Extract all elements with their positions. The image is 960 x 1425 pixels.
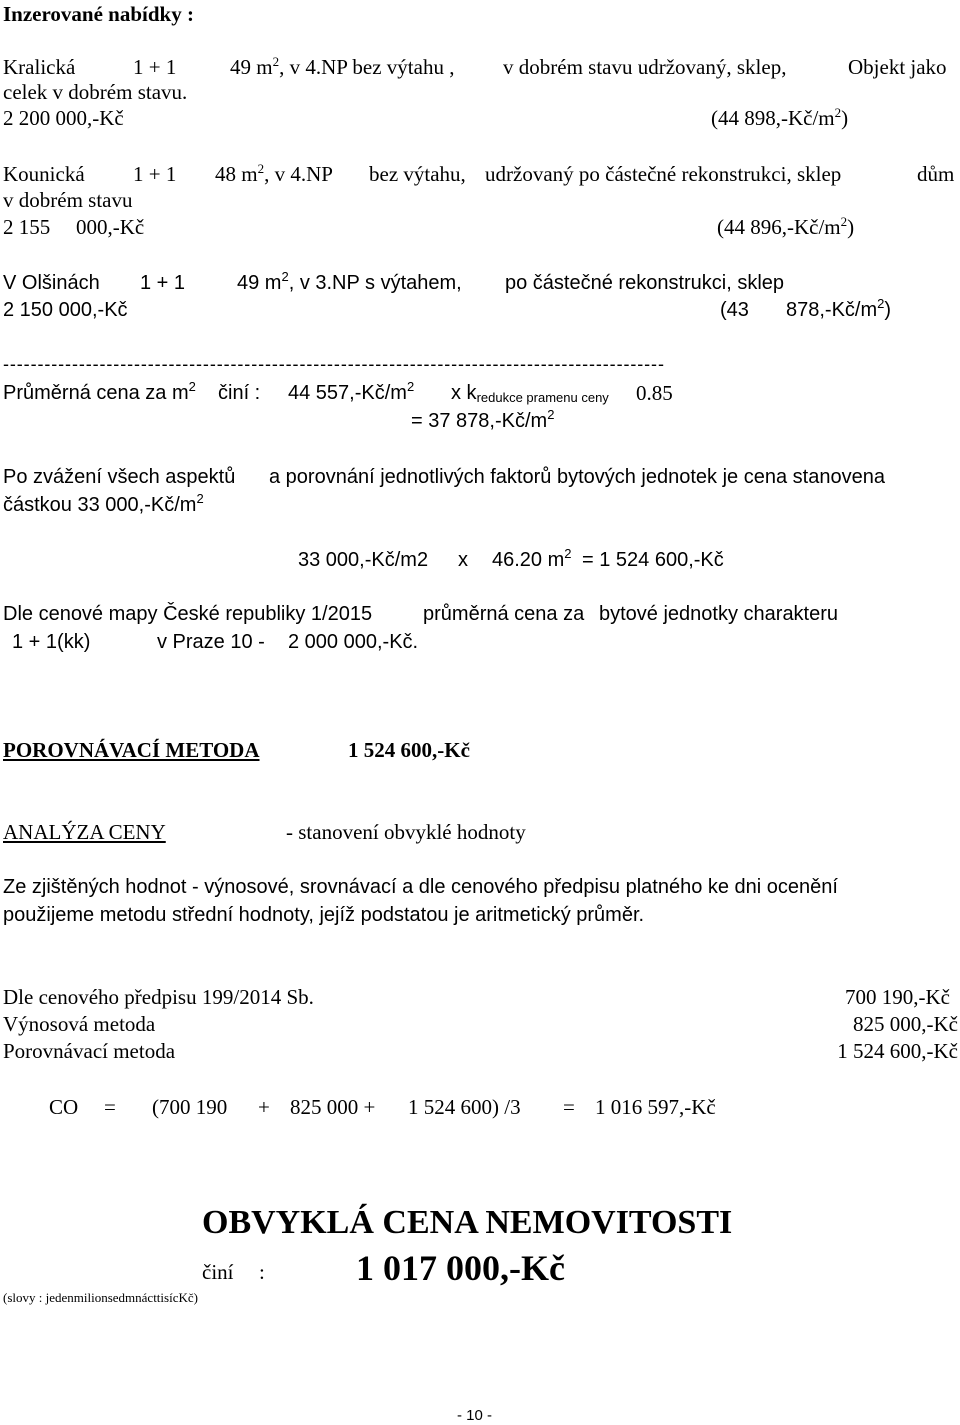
analysis-text-line1: Ze zjištěných hodnot - výnosové, srovnávací a dle cenového předpisu platného ke dni ocenění (3, 876, 838, 898)
price-map-value: 2 000 000,-Kč. (288, 631, 419, 653)
consideration-line1: Po zvážení všech aspektů (3, 466, 236, 488)
average-cini: činí : (218, 382, 261, 404)
offer2-unit-price: (44 $896,-Kč/m^2$) (717, 214, 855, 239)
offer1-rooms: 1 + 1 (133, 55, 177, 79)
method-label: Výnosová metoda (3, 1012, 156, 1036)
method-value: 1 524 600,-Kč (837, 1039, 958, 1063)
calc-area: 46.20 $m^2$ (492, 546, 572, 571)
average-result: = 37 $878,-Kč/m^2$ (411, 407, 555, 432)
analysis-label: ANALÝZA CENY (3, 820, 166, 844)
average-k-value: 0.85 (636, 381, 673, 405)
co-equals2: = (563, 1095, 575, 1119)
offer2-area: 48 $m^2$, v 4.NP (215, 161, 333, 186)
consideration-line1b: a porovnání jednotlivých faktorů bytových jednotek je cena stanovena (269, 466, 885, 488)
offer3-area: 49 $m^2$, v 3.NP s výtahem, (237, 269, 462, 294)
offer2-building: dům (917, 162, 955, 186)
offer2-lift: bez výtahu, (369, 162, 466, 186)
calc-result: = 1 524 600,-Kč (582, 549, 724, 571)
co-equals: = (104, 1095, 116, 1119)
co-term3: 1 524 600) /3 (408, 1095, 521, 1119)
comparative-method-label: POROVNÁVACÍ METODA (3, 738, 260, 762)
offer3-condition: po částečné rekonstrukci, sklep (505, 272, 785, 294)
price-map-type: 1 + 1(kk) (12, 631, 91, 653)
offer3-unit-price-b: $878,-Kč/m^2$) (786, 296, 892, 321)
co-plus: + (258, 1095, 270, 1119)
average-k: x $k_{redukce pramenu ceny}$ (451, 382, 609, 405)
final-value: 1 017 000,-Kč (356, 1248, 565, 1288)
offer1-unit-price: (44 $898,-Kč/m^2$) (711, 105, 849, 130)
offer3-street: V Olšinách (3, 272, 100, 294)
final-title: OBVYKLÁ CENA NEMOVITOSTI (202, 1204, 733, 1241)
offer1-building: Objekt jako (848, 55, 947, 79)
price-map-line1b: průměrná cena za (423, 603, 585, 625)
offer1-area: 49 $m^2$, v 4.NP bez výtahu , (230, 54, 455, 79)
dashed-separator: ------------------------------------------------------------------------------------------------ (3, 354, 665, 374)
price-map-location: v Praze 10 - (157, 631, 265, 653)
consideration-line2: částkou 33 $000,-Kč/m^2$ (3, 491, 204, 516)
method-value: 700 190,-Kč (845, 985, 950, 1009)
analysis-desc: - stanovení obvyklé hodnoty (286, 820, 526, 844)
section-heading: Inzerované nabídky : (3, 2, 194, 26)
calc-rate: 33 000,-Kč/m2 (298, 549, 429, 571)
offer2-condition: udržovaný po částečné rekonstrukci, sklep (485, 162, 842, 186)
average-label: Průměrná cena za $m^2$ (3, 379, 196, 404)
offer3-rooms: 1 + 1 (140, 272, 186, 294)
page-number: - 10 - (457, 1407, 493, 1424)
price-map-line1c: bytové jednotky charakteru (599, 603, 839, 625)
comparative-method-value: 1 524 600,-Kč (348, 738, 470, 762)
co-term2: 825 000 + (290, 1095, 376, 1119)
final-cini: činí (202, 1260, 234, 1284)
offer2-price-a: 2 155 (3, 215, 51, 239)
offer2-street: Kounická (3, 162, 85, 186)
average-value: 44 $557,-Kč/m^2$ (288, 379, 415, 404)
offer3-unit-price-a: (43 (720, 299, 749, 321)
offer2-rooms: 1 + 1 (133, 162, 177, 186)
price-map-line1: Dle cenové mapy České republiky 1/2015 (3, 603, 373, 625)
co-result: 1 016 597,-Kč (595, 1095, 716, 1119)
method-value: 825 000,-Kč (853, 1012, 958, 1036)
offer2-building-cont: v dobrém stavu (3, 188, 133, 212)
offer1-price: 2 200 000,-Kč (3, 106, 124, 130)
method-label: Dle cenového předpisu 199/2014 Sb. (3, 985, 314, 1009)
final-words: (slovy : jedenmilionsedmnácttisícKč) (3, 1290, 198, 1305)
offer2-price-b: 000,-Kč (76, 215, 145, 239)
calc-times: x (458, 549, 468, 571)
analysis-text-line2: použijeme metodu střední hodnoty, jejíž podstatou je aritmetický průměr. (3, 904, 645, 926)
co-label: CO (49, 1095, 79, 1119)
offer1-building-cont: celek v dobrém stavu. (3, 80, 188, 104)
offer3-price: 2 150 000,-Kč (3, 299, 128, 321)
method-label: Porovnávací metoda (3, 1039, 176, 1063)
co-term1: (700 190 (152, 1095, 228, 1119)
offer1-condition: v dobrém stavu udržovaný, sklep, (503, 55, 787, 79)
offer1-street: Kralická (3, 55, 76, 79)
final-colon: : (259, 1260, 265, 1284)
